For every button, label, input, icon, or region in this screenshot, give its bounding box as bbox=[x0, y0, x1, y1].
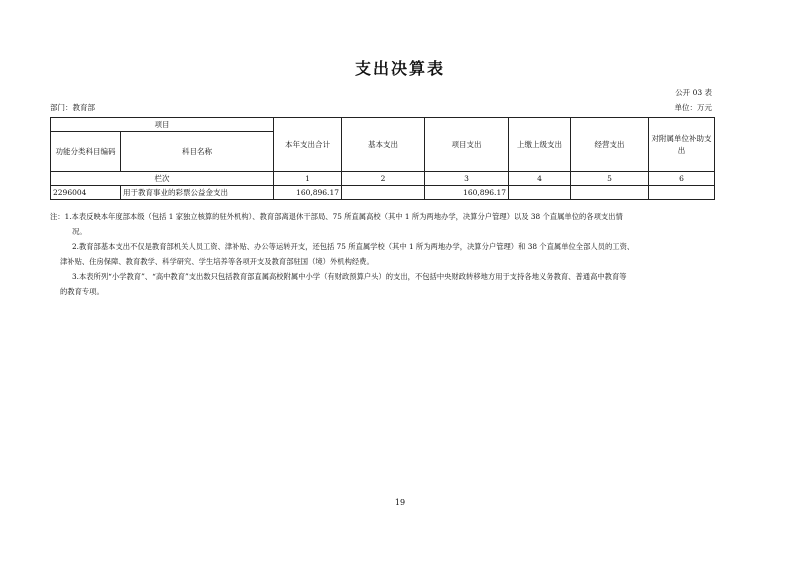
row-subsidiary bbox=[649, 186, 715, 200]
index-col: 1 bbox=[274, 172, 342, 186]
index-col: 5 bbox=[571, 172, 649, 186]
form-code: 公开 03 表 bbox=[675, 88, 712, 97]
expenditure-table bbox=[50, 117, 715, 200]
header-func-code: 功能分类科目编码 bbox=[51, 132, 121, 172]
unit-label: 单位：万元 bbox=[674, 103, 712, 112]
header-project: 项目 bbox=[51, 118, 274, 132]
note-3-line-2: 的教育专项。 bbox=[60, 287, 104, 296]
header-basic: 基本支出 bbox=[342, 118, 425, 172]
row-project: 160,896.17 bbox=[425, 186, 509, 200]
page-title: 支出决算表 bbox=[354, 59, 445, 78]
row-total: 160,896.17 bbox=[274, 186, 342, 200]
header-operating: 经营支出 bbox=[571, 118, 649, 172]
note-2-line-2: 津补贴、住房保障、教育教学、科学研究、学生培养等各项开支及教育部驻国（境）外机构经费。 bbox=[60, 257, 374, 266]
header-total: 本年支出合计 bbox=[274, 118, 342, 172]
row-code: 2296004 bbox=[51, 186, 121, 200]
table-row bbox=[51, 186, 715, 200]
note-3-line-1: 3.本表所列“小学教育”、“高中教育”支出数只包括教育部直属高校附属中小学（有财政预算户头）的支出，不包括中央财政转移地方用于支持各地义务教育、普通高中教育等 bbox=[72, 272, 627, 281]
header-subject-name: 科目名称 bbox=[121, 132, 274, 172]
index-col: 6 bbox=[649, 172, 715, 186]
note-1-line-1: 注：1.本表反映本年度部本级（包括 1 家独立核算的驻外机构）、教育部离退休干部局、75 所直属高校（其中 1 所为两地办学，决算分户管理）以及 38 个直属单位的各项支出情 bbox=[50, 212, 623, 221]
header-subsidiary: 对附属单位补助支出 bbox=[649, 118, 715, 172]
row-operating bbox=[571, 186, 649, 200]
index-row-label: 栏次 bbox=[51, 172, 274, 186]
header-project-expenditure: 项目支出 bbox=[425, 118, 509, 172]
row-basic bbox=[342, 186, 425, 200]
row-upper bbox=[509, 186, 571, 200]
index-col: 4 bbox=[509, 172, 571, 186]
notes bbox=[50, 209, 725, 299]
page-number: 19 bbox=[394, 498, 406, 507]
department-label: 部门：教育部 bbox=[50, 103, 95, 112]
note-1-line-2: 况。 bbox=[72, 227, 87, 236]
row-name: 用于教育事业的彩票公益金支出 bbox=[121, 186, 274, 200]
index-col: 3 bbox=[425, 172, 509, 186]
index-col: 2 bbox=[342, 172, 425, 186]
header-upper: 上缴上级支出 bbox=[509, 118, 571, 172]
note-2-line-1: 2.教育部基本支出不仅是教育部机关人员工资、津补贴、办公等运转开支，还包括 75 所直属学校（其中 1 所为两地办学，决算分户管理）和 38 个直属单位全部人员的工资、 bbox=[72, 242, 635, 251]
